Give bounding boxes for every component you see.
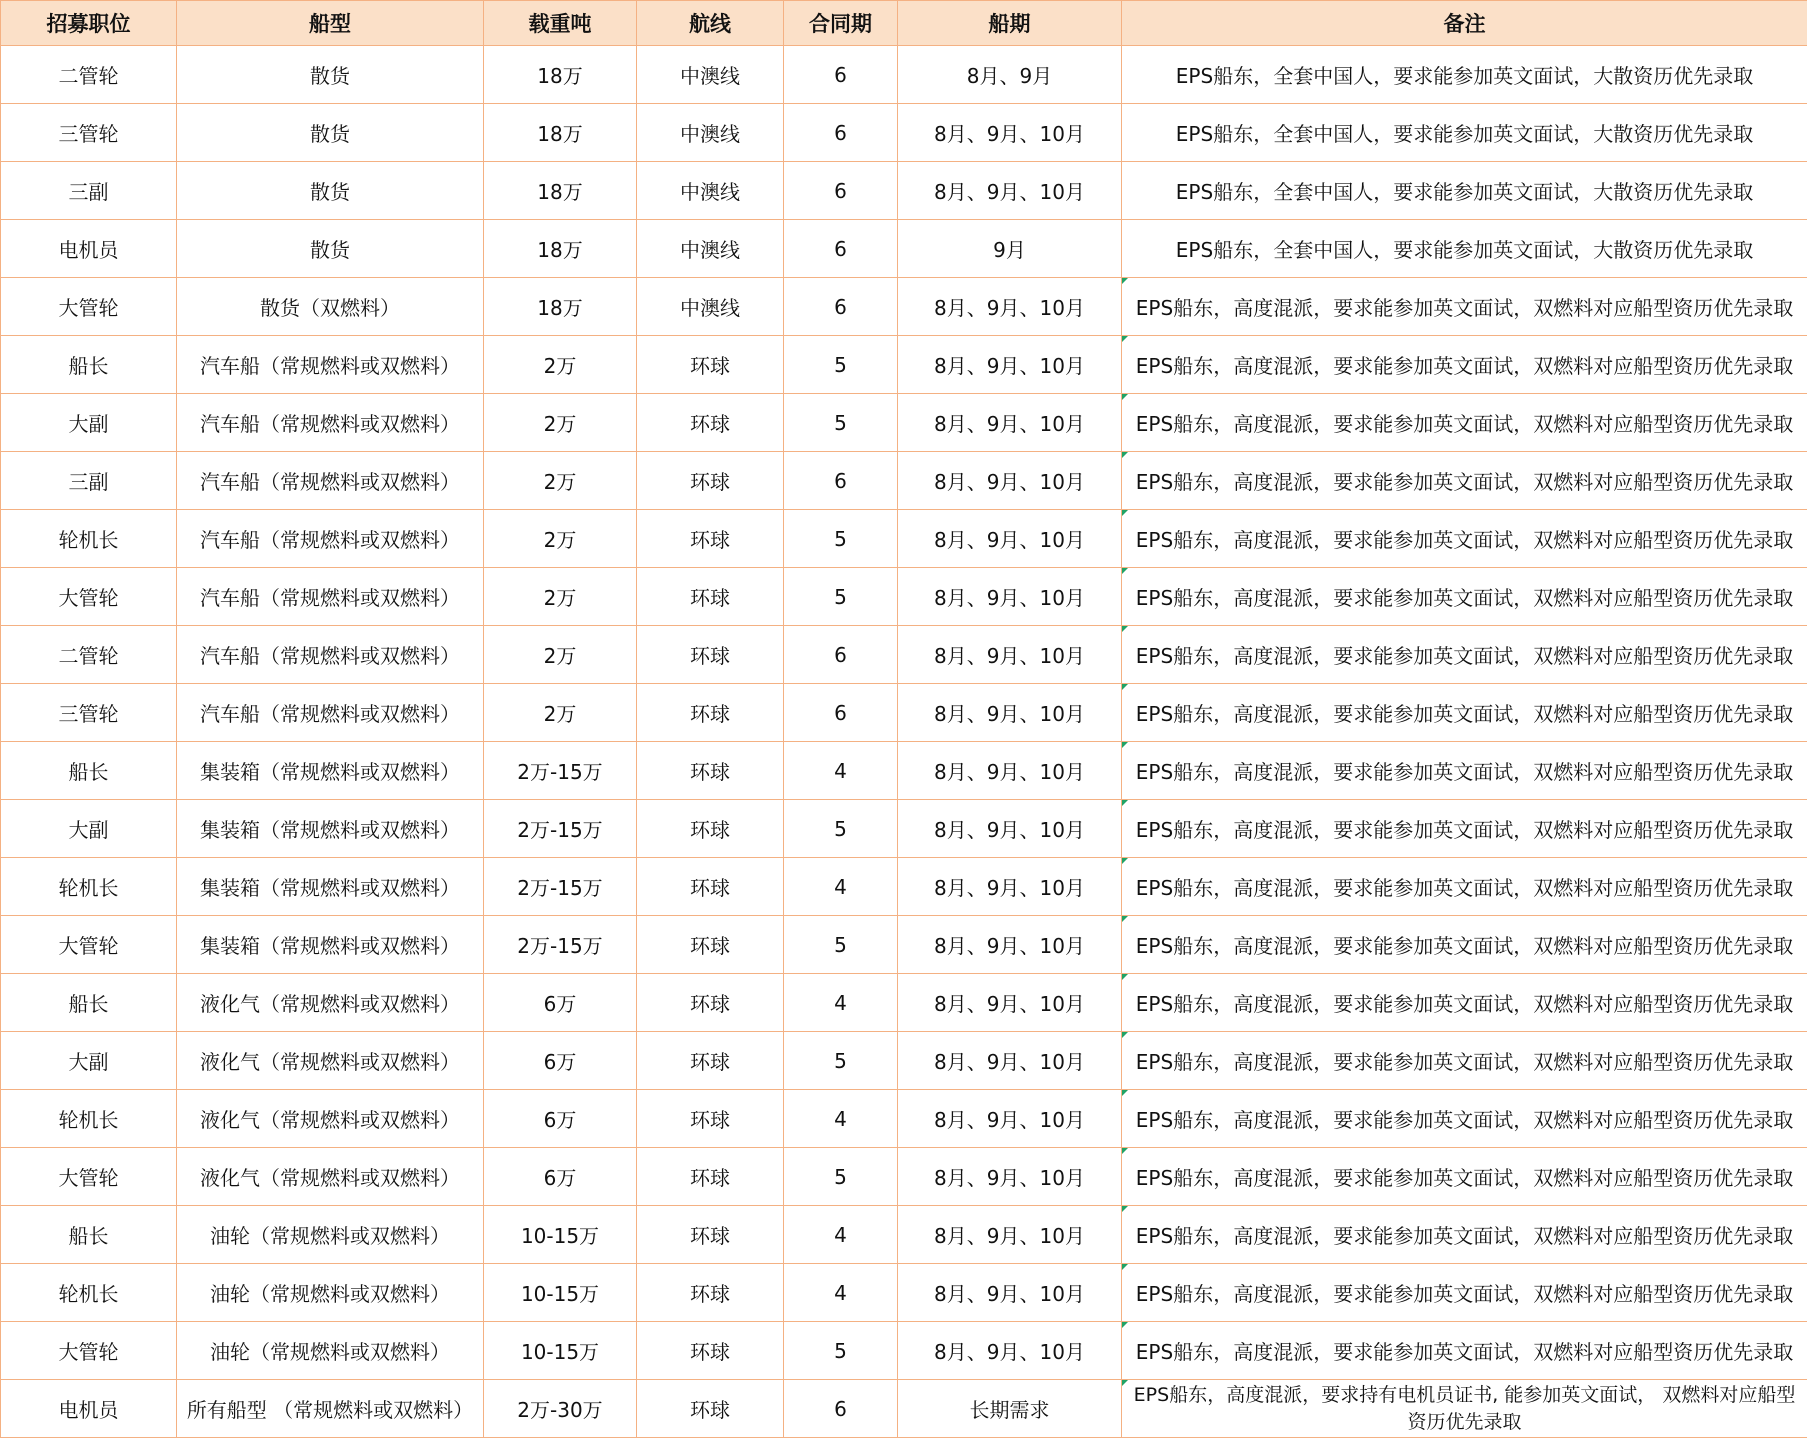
cell-remarks	[1122, 974, 1807, 1032]
cell-schedule: 长期需求	[898, 1380, 1122, 1438]
cell-remarks	[1122, 162, 1807, 220]
cell-route: 中澳线	[637, 162, 784, 220]
cell-position: 三管轮	[1, 104, 177, 162]
cell-position: 大管轮	[1, 278, 177, 336]
cell-position: 船长	[1, 1206, 177, 1264]
cell-marker-icon	[1122, 800, 1128, 806]
header-route: 航线	[637, 1, 784, 46]
remark-text: EPS船东，高度混派，要求能参加英文面试，双燃料对应船型资历优先录取	[1135, 412, 1794, 436]
cell-contract-term: 6	[784, 162, 898, 220]
cell-remarks	[1122, 1264, 1807, 1322]
remark-text: EPS船东，高度混派，要求能参加英文面试，双燃料对应船型资历优先录取	[1135, 1166, 1794, 1190]
cell-route: 环球	[637, 684, 784, 742]
cell-contract-term: 6	[784, 220, 898, 278]
cell-position: 电机员	[1, 1380, 177, 1438]
remark-text: EPS船东，全套中国人，要求能参加英文面试，大散资历优先录取	[1175, 122, 1754, 146]
cell-ship-type: 散货（双燃料）	[177, 278, 484, 336]
cell-marker-icon	[1122, 626, 1128, 632]
cell-remarks	[1122, 684, 1807, 742]
remark-text: EPS船东，高度混派，要求能参加英文面试，双燃料对应船型资历优先录取	[1135, 1108, 1794, 1132]
cell-contract-term: 5	[784, 1148, 898, 1206]
cell-dwt: 6万	[484, 1090, 637, 1148]
cell-remarks	[1122, 452, 1807, 510]
table-row	[1, 1090, 1807, 1148]
cell-route: 环球	[637, 626, 784, 684]
cell-marker-icon	[1122, 1148, 1128, 1154]
cell-schedule: 8月、9月、10月	[898, 1206, 1122, 1264]
cell-contract-term: 5	[784, 1322, 898, 1380]
table-row	[1, 800, 1807, 858]
cell-ship-type: 汽车船（常规燃料或双燃料）	[177, 452, 484, 510]
cell-schedule: 8月、9月、10月	[898, 974, 1122, 1032]
table-row	[1, 568, 1807, 626]
cell-marker-icon	[1122, 278, 1128, 284]
table-row	[1, 220, 1807, 278]
remark-text: EPS船东，高度混派，要求能参加英文面试，双燃料对应船型资历优先录取	[1135, 760, 1794, 784]
cell-marker-icon	[1122, 916, 1128, 922]
table-row	[1, 162, 1807, 220]
cell-schedule: 8月、9月、10月	[898, 684, 1122, 742]
cell-schedule: 8月、9月、10月	[898, 104, 1122, 162]
cell-route: 环球	[637, 974, 784, 1032]
cell-schedule: 8月、9月、10月	[898, 916, 1122, 974]
cell-ship-type: 汽车船（常规燃料或双燃料）	[177, 568, 484, 626]
cell-position: 大副	[1, 800, 177, 858]
cell-ship-type: 散货	[177, 104, 484, 162]
cell-position: 船长	[1, 742, 177, 800]
cell-remarks	[1122, 104, 1807, 162]
cell-schedule: 8月、9月、10月	[898, 162, 1122, 220]
cell-ship-type: 汽车船（常规燃料或双燃料）	[177, 394, 484, 452]
cell-position: 二管轮	[1, 46, 177, 104]
table-row	[1, 336, 1807, 394]
cell-ship-type: 油轮（常规燃料或双燃料）	[177, 1264, 484, 1322]
cell-dwt: 2万-30万	[484, 1380, 637, 1438]
remark-text: EPS船东，高度混派，要求能参加英文面试，双燃料对应船型资历优先录取	[1135, 876, 1794, 900]
cell-remarks	[1122, 336, 1807, 394]
cell-marker-icon	[1122, 1032, 1128, 1038]
remark-text: EPS船东，高度混派，要求能参加英文面试，双燃料对应船型资历优先录取	[1135, 644, 1794, 668]
table-row	[1, 1264, 1807, 1322]
cell-marker-icon	[1122, 974, 1128, 980]
cell-schedule: 8月、9月、10月	[898, 394, 1122, 452]
cell-position: 轮机长	[1, 1090, 177, 1148]
cell-ship-type: 集装箱（常规燃料或双燃料）	[177, 858, 484, 916]
cell-marker-icon	[1122, 568, 1128, 574]
cell-dwt: 2万	[484, 626, 637, 684]
cell-dwt: 2万-15万	[484, 800, 637, 858]
cell-ship-type: 油轮（常规燃料或双燃料）	[177, 1206, 484, 1264]
header-contract-term: 合同期	[784, 1, 898, 46]
cell-route: 环球	[637, 916, 784, 974]
cell-ship-type: 散货	[177, 162, 484, 220]
cell-ship-type: 散货	[177, 46, 484, 104]
cell-route: 环球	[637, 1206, 784, 1264]
cell-dwt: 2万-15万	[484, 916, 637, 974]
cell-contract-term: 6	[784, 452, 898, 510]
remark-text: EPS船东，高度混派，要求能参加英文面试，双燃料对应船型资历优先录取	[1135, 1340, 1794, 1364]
cell-position: 电机员	[1, 220, 177, 278]
cell-position: 大管轮	[1, 568, 177, 626]
cell-schedule: 8月、9月、10月	[898, 800, 1122, 858]
cell-marker-icon	[1122, 1264, 1128, 1270]
cell-contract-term: 4	[784, 1206, 898, 1264]
cell-dwt: 6万	[484, 1032, 637, 1090]
cell-contract-term: 6	[784, 104, 898, 162]
cell-remarks	[1122, 742, 1807, 800]
cell-route: 环球	[637, 1148, 784, 1206]
cell-marker-icon	[1122, 858, 1128, 864]
cell-schedule: 8月、9月、10月	[898, 1148, 1122, 1206]
table-row	[1, 394, 1807, 452]
cell-route: 环球	[637, 1032, 784, 1090]
remark-text: EPS船东，高度混派，要求能参加英文面试，双燃料对应船型资历优先录取	[1135, 470, 1794, 494]
cell-dwt: 18万	[484, 162, 637, 220]
cell-marker-icon	[1122, 452, 1128, 458]
cell-position: 大副	[1, 394, 177, 452]
cell-remarks	[1122, 1322, 1807, 1380]
cell-contract-term: 5	[784, 1032, 898, 1090]
cell-ship-type: 油轮（常规燃料或双燃料）	[177, 1322, 484, 1380]
cell-remarks	[1122, 220, 1807, 278]
cell-marker-icon	[1122, 336, 1128, 342]
cell-route: 环球	[637, 800, 784, 858]
cell-schedule: 8月、9月、10月	[898, 858, 1122, 916]
cell-contract-term: 4	[784, 1264, 898, 1322]
cell-remarks	[1122, 568, 1807, 626]
cell-schedule: 8月、9月、10月	[898, 1322, 1122, 1380]
table-row	[1, 742, 1807, 800]
cell-position: 轮机长	[1, 1264, 177, 1322]
cell-position: 轮机长	[1, 858, 177, 916]
cell-remarks	[1122, 1090, 1807, 1148]
cell-schedule: 8月、9月、10月	[898, 278, 1122, 336]
cell-schedule: 8月、9月、10月	[898, 452, 1122, 510]
header-row	[1, 1, 1807, 46]
cell-dwt: 2万	[484, 510, 637, 568]
cell-marker-icon	[1122, 510, 1128, 516]
cell-dwt: 18万	[484, 220, 637, 278]
cell-dwt: 10-15万	[484, 1322, 637, 1380]
cell-ship-type: 散货	[177, 220, 484, 278]
cell-contract-term: 4	[784, 742, 898, 800]
cell-ship-type: 液化气（常规燃料或双燃料）	[177, 1148, 484, 1206]
cell-position: 大管轮	[1, 1322, 177, 1380]
cell-remarks	[1122, 916, 1807, 974]
cell-position: 船长	[1, 974, 177, 1032]
cell-dwt: 10-15万	[484, 1264, 637, 1322]
cell-route: 环球	[637, 1264, 784, 1322]
cell-route: 环球	[637, 510, 784, 568]
cell-position: 轮机长	[1, 510, 177, 568]
cell-ship-type: 集装箱（常规燃料或双燃料）	[177, 742, 484, 800]
cell-route: 中澳线	[637, 220, 784, 278]
cell-remarks	[1122, 1206, 1807, 1264]
cell-dwt: 2万	[484, 394, 637, 452]
cell-schedule: 8月、9月、10月	[898, 742, 1122, 800]
cell-position: 大副	[1, 1032, 177, 1090]
cell-remarks	[1122, 510, 1807, 568]
remark-text: EPS船东，高度混派，要求能参加英文面试，双燃料对应船型资历优先录取	[1135, 1224, 1794, 1248]
cell-schedule: 8月、9月	[898, 46, 1122, 104]
cell-contract-term: 5	[784, 394, 898, 452]
cell-contract-term: 6	[784, 1380, 898, 1438]
cell-dwt: 2万-15万	[484, 742, 637, 800]
remark-text: EPS船东，高度混派，要求能参加英文面试，双燃料对应船型资历优先录取	[1135, 296, 1794, 320]
cell-contract-term: 4	[784, 1090, 898, 1148]
cell-contract-term: 5	[784, 916, 898, 974]
cell-schedule: 8月、9月、10月	[898, 1264, 1122, 1322]
cell-remarks	[1122, 1380, 1807, 1438]
cell-schedule: 8月、9月、10月	[898, 626, 1122, 684]
cell-remarks	[1122, 46, 1807, 104]
table-row	[1, 626, 1807, 684]
cell-remarks	[1122, 800, 1807, 858]
cell-marker-icon	[1122, 684, 1128, 690]
cell-contract-term: 6	[784, 278, 898, 336]
cell-dwt: 2万	[484, 336, 637, 394]
table-row	[1, 684, 1807, 742]
cell-dwt: 18万	[484, 278, 637, 336]
header-dwt: 载重吨	[484, 1, 637, 46]
cell-contract-term: 4	[784, 858, 898, 916]
cell-route: 环球	[637, 336, 784, 394]
cell-schedule: 9月	[898, 220, 1122, 278]
cell-position: 三管轮	[1, 684, 177, 742]
cell-dwt: 2万	[484, 568, 637, 626]
header-ship-type: 船型	[177, 1, 484, 46]
table-row	[1, 916, 1807, 974]
cell-ship-type: 汽车船（常规燃料或双燃料）	[177, 336, 484, 394]
table-row	[1, 1148, 1807, 1206]
cell-ship-type: 液化气（常规燃料或双燃料）	[177, 1032, 484, 1090]
cell-ship-type: 汽车船（常规燃料或双燃料）	[177, 684, 484, 742]
remark-text: EPS船东，高度混派，要求持有电机员证书, 能参加英文面试， 双燃料对应船型资历优先录取	[1133, 1383, 1796, 1433]
table-row	[1, 1206, 1807, 1264]
header-remarks: 备注	[1122, 1, 1807, 46]
header-position: 招募职位	[1, 1, 177, 46]
remark-text: EPS船东，高度混派，要求能参加英文面试，双燃料对应船型资历优先录取	[1135, 1050, 1794, 1074]
cell-marker-icon	[1122, 394, 1128, 400]
table-row	[1, 104, 1807, 162]
remark-text: EPS船东，全套中国人，要求能参加英文面试，大散资历优先录取	[1175, 238, 1754, 262]
table-row	[1, 46, 1807, 104]
cell-remarks	[1122, 1148, 1807, 1206]
remark-text: EPS船东，高度混派，要求能参加英文面试，双燃料对应船型资历优先录取	[1135, 1282, 1794, 1306]
table-row	[1, 452, 1807, 510]
cell-ship-type: 液化气（常规燃料或双燃料）	[177, 974, 484, 1032]
cell-ship-type: 集装箱（常规燃料或双燃料）	[177, 916, 484, 974]
cell-dwt: 6万	[484, 1148, 637, 1206]
cell-remarks	[1122, 626, 1807, 684]
cell-ship-type: 集装箱（常规燃料或双燃料）	[177, 800, 484, 858]
cell-contract-term: 6	[784, 626, 898, 684]
cell-contract-term: 6	[784, 46, 898, 104]
cell-remarks	[1122, 394, 1807, 452]
cell-marker-icon	[1122, 1322, 1128, 1328]
cell-marker-icon	[1122, 1206, 1128, 1212]
table-row	[1, 1032, 1807, 1090]
cell-position: 三副	[1, 452, 177, 510]
cell-schedule: 8月、9月、10月	[898, 336, 1122, 394]
cell-position: 船长	[1, 336, 177, 394]
cell-route: 中澳线	[637, 278, 784, 336]
remark-text: EPS船东，高度混派，要求能参加英文面试，双燃料对应船型资历优先录取	[1135, 934, 1794, 958]
cell-marker-icon	[1122, 1380, 1128, 1386]
cell-remarks	[1122, 858, 1807, 916]
cell-contract-term: 5	[784, 568, 898, 626]
cell-route: 环球	[637, 858, 784, 916]
cell-route: 环球	[637, 1380, 784, 1438]
cell-dwt: 6万	[484, 974, 637, 1032]
remark-text: EPS船东，高度混派，要求能参加英文面试，双燃料对应船型资历优先录取	[1135, 354, 1794, 378]
cell-ship-type: 液化气（常规燃料或双燃料）	[177, 1090, 484, 1148]
cell-schedule: 8月、9月、10月	[898, 568, 1122, 626]
cell-contract-term: 4	[784, 974, 898, 1032]
remark-text: EPS船东，高度混派，要求能参加英文面试，双燃料对应船型资历优先录取	[1135, 528, 1794, 552]
cell-schedule: 8月、9月、10月	[898, 1032, 1122, 1090]
cell-route: 环球	[637, 452, 784, 510]
cell-contract-term: 6	[784, 684, 898, 742]
cell-dwt: 18万	[484, 104, 637, 162]
cell-dwt: 2万	[484, 452, 637, 510]
cell-dwt: 18万	[484, 46, 637, 104]
cell-dwt: 2万-15万	[484, 858, 637, 916]
cell-marker-icon	[1122, 1090, 1128, 1096]
cell-route: 环球	[637, 394, 784, 452]
cell-ship-type: 汽车船（常规燃料或双燃料）	[177, 626, 484, 684]
table-row	[1, 974, 1807, 1032]
cell-route: 环球	[637, 1322, 784, 1380]
table-row	[1, 278, 1807, 336]
table-row	[1, 510, 1807, 568]
cell-remarks	[1122, 1032, 1807, 1090]
cell-marker-icon	[1122, 742, 1128, 748]
cell-ship-type: 所有船型 （常规燃料或双燃料）	[177, 1380, 484, 1438]
remark-text: EPS船东，高度混派，要求能参加英文面试，双燃料对应船型资历优先录取	[1135, 586, 1794, 610]
cell-position: 二管轮	[1, 626, 177, 684]
remark-text: EPS船东，全套中国人，要求能参加英文面试，大散资历优先录取	[1175, 64, 1754, 88]
cell-schedule: 8月、9月、10月	[898, 1090, 1122, 1148]
remark-text: EPS船东，高度混派，要求能参加英文面试，双燃料对应船型资历优先录取	[1135, 992, 1794, 1016]
remark-text: EPS船东，高度混派，要求能参加英文面试，双燃料对应船型资历优先录取	[1135, 702, 1794, 726]
cell-dwt: 10-15万	[484, 1206, 637, 1264]
cell-position: 大管轮	[1, 916, 177, 974]
table-row	[1, 858, 1807, 916]
cell-route: 环球	[637, 568, 784, 626]
cell-route: 环球	[637, 742, 784, 800]
cell-ship-type: 汽车船（常规燃料或双燃料）	[177, 510, 484, 568]
header-schedule: 船期	[898, 1, 1122, 46]
remark-text: EPS船东，高度混派，要求能参加英文面试，双燃料对应船型资历优先录取	[1135, 818, 1794, 842]
cell-route: 环球	[637, 1090, 784, 1148]
cell-position: 三副	[1, 162, 177, 220]
cell-contract-term: 5	[784, 336, 898, 394]
cell-contract-term: 5	[784, 800, 898, 858]
cell-route: 中澳线	[637, 104, 784, 162]
table-body	[1, 46, 1807, 1438]
remark-text: EPS船东，全套中国人，要求能参加英文面试，大散资历优先录取	[1175, 180, 1754, 204]
cell-dwt: 2万	[484, 684, 637, 742]
cell-schedule: 8月、9月、10月	[898, 510, 1122, 568]
table-row	[1, 1322, 1807, 1380]
cell-remarks	[1122, 278, 1807, 336]
cell-contract-term: 5	[784, 510, 898, 568]
cell-position: 大管轮	[1, 1148, 177, 1206]
table-row	[1, 1380, 1807, 1438]
cell-route: 中澳线	[637, 46, 784, 104]
